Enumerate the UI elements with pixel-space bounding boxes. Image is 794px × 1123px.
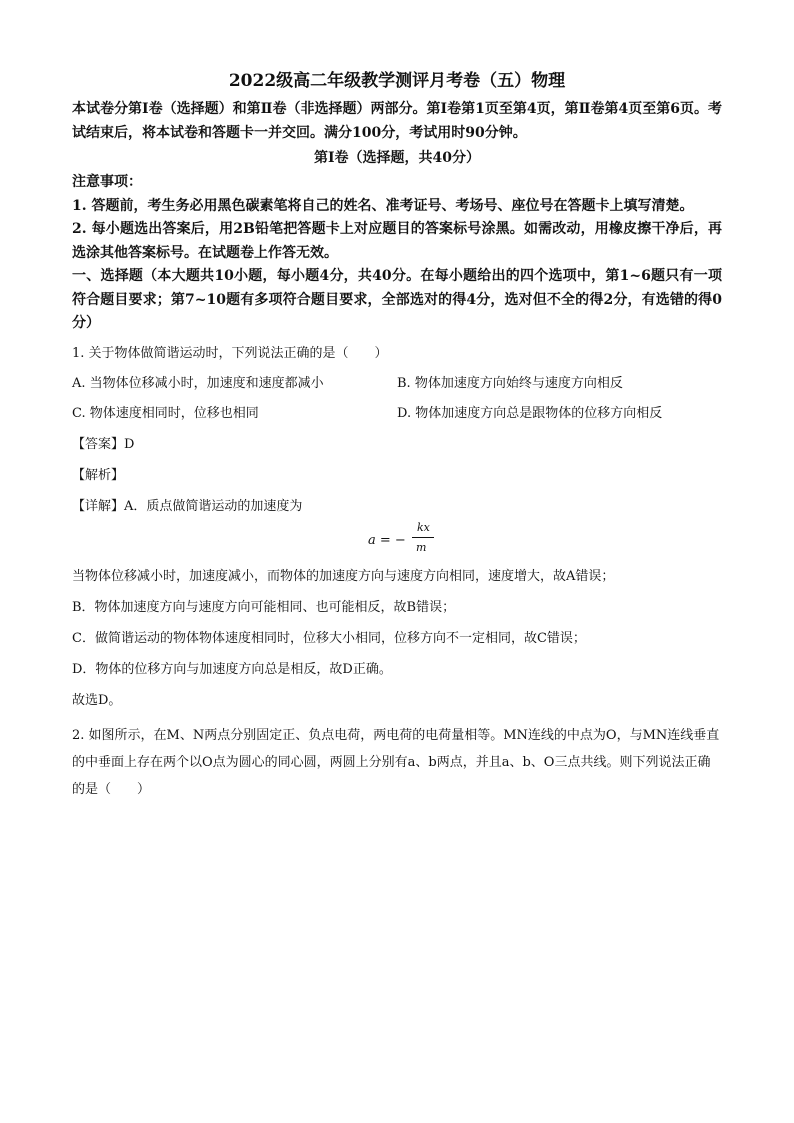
analysis-line: C．做简谐运动的物体物体速度相同时，位移大小相同，位移方向不一定相同，故C错误； — [72, 630, 586, 646]
option-a: A. 当物体位移减小时，加速度和速度都减小 — [72, 375, 324, 391]
acceleration-formula — [72, 519, 722, 563]
analysis-line: 当物体位移减小时，加速度减小，而物体的加速度方向与速度方向相同，速度增大，故A错误； — [72, 568, 615, 584]
question-stem: 2. 如图所示，在M、N两点分别固定正、负点电荷，两电荷的电荷量相等。MN连线的中点为O，与MN连线垂直的中垂面上存在两个以O点为圆心的同心圆，两圆上分别有a、b两点，并且a、b、O三点共线。则下列说法正确的是（ ） — [72, 727, 720, 797]
part-heading: 一、选择题（本大题共10小题，每小题4分，共40分。在每小题给出的四个选项中，第1~6题只有一项符合题目要求；第7~10题有多项符合题目要求，全部选对的得4分，选对但不全的得2分，有选错的得0分） — [72, 268, 722, 331]
analysis-line: D．物体的位移方向与加速度方向总是相反，故D正确。 — [72, 661, 392, 677]
note-item: 2. 每小题选出答案后，用2B铅笔把答题卡上对应题目的答案标号涂黑。如需改动，用橡皮擦干净后，再选涂其他答案标号。在试题卷上作答无效。 — [72, 221, 722, 261]
fraction-bar — [412, 537, 434, 538]
note-item: 1. 答题前，考生务必用黑色碳素笔将自己的姓名、准考证号、考场号、座位号在答题卡上填写清楚。 — [72, 197, 694, 214]
exam-title: 2022级高二年级教学测评月考卷（五）物理 — [228, 71, 566, 91]
answer-tag: 【答案】D — [72, 436, 135, 452]
option-d: D. 物体加速度方向总是跟物体的位移方向相反 — [397, 405, 663, 421]
section-title: 第Ⅰ卷（选择题，共40分） — [313, 150, 481, 166]
option-row — [72, 404, 722, 424]
question-stem: 1. 关于物体做简谐运动时，下列说法正确的是（ ） — [72, 345, 388, 361]
formula-numerator: kx — [417, 520, 430, 534]
formula-denominator: m — [416, 540, 427, 554]
notes-heading: 注意事项： — [72, 174, 142, 190]
analysis-line: B．物体加速度方向与速度方向可能相同、也可能相反，故B错误； — [72, 599, 456, 615]
option-b: B. 物体加速度方向始终与速度方向相反 — [397, 375, 623, 391]
exam-page — [72, 68, 722, 803]
analysis-tag: 【解析】 — [72, 467, 125, 483]
exam-intro: 本试卷分第Ⅰ卷（选择题）和第Ⅱ卷（非选择题）两部分。第Ⅰ卷第1页至第4页，第Ⅱ卷第4页至第6页。考试结束后，将本试卷和答题卡一并交回。满分100分，考试用时90分钟。 — [72, 101, 722, 141]
detail-line: 【详解】A．质点做简谐运动的加速度为 — [72, 498, 303, 514]
option-row — [72, 374, 722, 394]
analysis-line: 故选D。 — [72, 692, 122, 708]
formula-lhs: a = − — [368, 532, 406, 548]
option-c: C. 物体速度相同时，位移也相同 — [72, 405, 259, 421]
